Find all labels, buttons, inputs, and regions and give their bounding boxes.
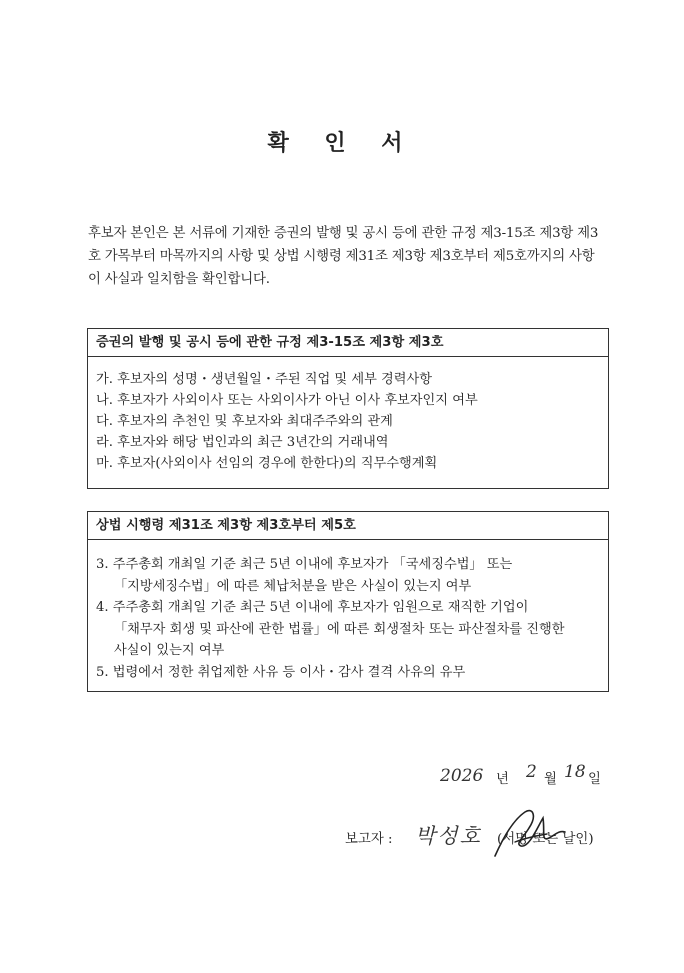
section-heading: 증권의 발행 및 공시 등에 관한 규정 제3-15조 제3항 제3호 <box>88 329 608 357</box>
section-heading: 상법 시행령 제31조 제3항 제3호부터 제5호 <box>88 512 608 540</box>
date-month-label: 월 <box>544 772 557 787</box>
date-day-label: 일 <box>588 772 601 787</box>
list-item-continuation: 사실이 있는지 여부 <box>114 643 225 658</box>
reporter-signature-block <box>345 820 615 860</box>
signature-date <box>440 760 610 790</box>
date-year: 2026 <box>440 766 484 786</box>
section-items <box>88 357 608 480</box>
list-item: 마. 후보자(사외이사 선임의 경우에 한한다)의 직무수행계획 <box>96 456 438 471</box>
list-item: 라. 후보자와 해당 법인과의 최근 3년간의 거래내역 <box>96 435 389 450</box>
seal-note: (서명 또는 날인) <box>497 832 594 847</box>
list-item: 다. 후보자의 추천인 및 후보자와 최대주주와의 관계 <box>96 414 393 429</box>
reporter-label: 보고자 : <box>345 832 393 847</box>
handwritten-signature-icon <box>485 798 575 868</box>
section-items <box>88 540 608 689</box>
list-item: 3. 주주총회 개최일 기준 최근 5년 이내에 후보자가 「국세징수법」 또는 <box>96 557 513 572</box>
list-item-continuation: 「지방세징수법」에 따른 체납처분을 받은 사실이 있는지 여부 <box>114 578 472 594</box>
document-title: 확 인 서 <box>267 131 417 156</box>
list-item: 나. 후보자가 사외이사 또는 사외이사가 아닌 이사 후보자인지 여부 <box>96 393 478 408</box>
date-day: 18 <box>564 762 586 782</box>
list-item-continuation: 「채무자 회생 및 파산에 관한 법률」에 따른 회생절차 또는 파산절차를 진행한 <box>114 621 565 637</box>
reporter-name: 박성호 <box>415 824 482 848</box>
list-item: 가. 후보자의 성명・생년월일・주된 직업 및 세부 경력사항 <box>96 372 432 387</box>
section-box-regulation <box>87 328 609 489</box>
date-year-label: 년 <box>496 772 509 787</box>
list-item: 4. 주주총회 개최일 기준 최근 5년 이내에 후보자가 임원으로 재직한 기업이 <box>96 600 529 615</box>
list-item: 5. 법령에서 정한 취업제한 사유 등 이사・감사 결격 사유의 유무 <box>96 664 466 680</box>
date-month: 2 <box>526 762 537 782</box>
section-box-commercial-act <box>87 511 609 692</box>
intro-paragraph: 후보자 본인은 본 서류에 기재한 증권의 발행 및 공시 등에 관한 규정 제3-15조 제3항 제3호 가목부터 마목까지의 사항 및 상법 시행령 제31조 제3항 제3호부터 제5호까지의 사항이 사실과 일치함을 확인합니다. <box>88 226 599 287</box>
